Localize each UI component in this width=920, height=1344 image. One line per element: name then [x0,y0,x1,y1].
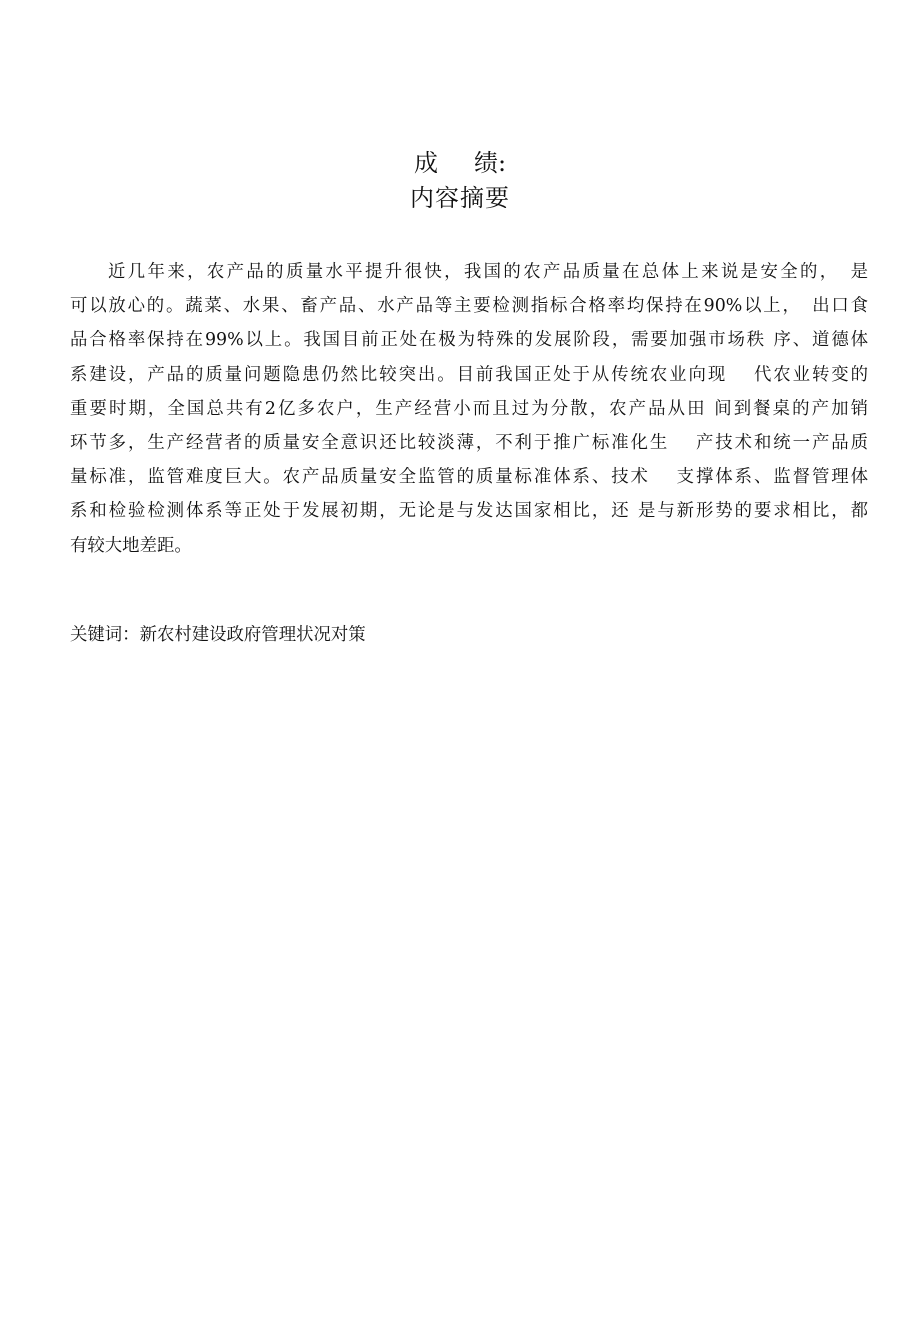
score-label-part-2: 绩: [473,149,507,177]
abstract-line: 环节多，生产经营者的质量安全意识还比较淡薄，不利于推广标准化生 产技术和统一产品质 [70,432,868,453]
abstract-line: 有较大地差距。 [70,535,192,556]
abstract-line: 近几年来，农产品的质量水平提升很快，我国的农产品质量在总体上来说是安全的， 是 [108,262,868,282]
abstract-paragraph [70,255,868,563]
abstract-line: 系和检验检测体系等正处于发展初期，无论是与发达国家相比，还 是与新形势的要求相比，都 [70,501,868,522]
score-line [0,146,920,180]
abstract-line: 系建设，产品的质量问题隐患仍然比较突出。目前我国正处于从传统农业向现 代农业转变的 [70,364,868,385]
abstract-line: 量标准，监管难度巨大。农产品质量安全监管的质量标准体系、技术 支撑体系、监督管理体 [70,467,868,488]
abstract-title: 内容摘要 [410,184,510,212]
abstract-line: 可以放心的。蔬菜、水果、畜产品、水产品等主要检测指标合格率均保持在90%以上， 出口食 [70,296,868,317]
score-label-part-1: 成 [413,149,438,177]
abstract-line: 重要时期，全国总共有2亿多农户，生产经营小而且过为分散，农产品从田 间到餐桌的产加销 [70,398,868,419]
abstract-line: 品合格率保持在99%以上。我国目前正处在极为特殊的发展阶段，需要加强市场秩 序、道德体 [70,330,868,351]
keywords-line: 关键词：新农村建设政府管理状况对策 [70,625,366,645]
